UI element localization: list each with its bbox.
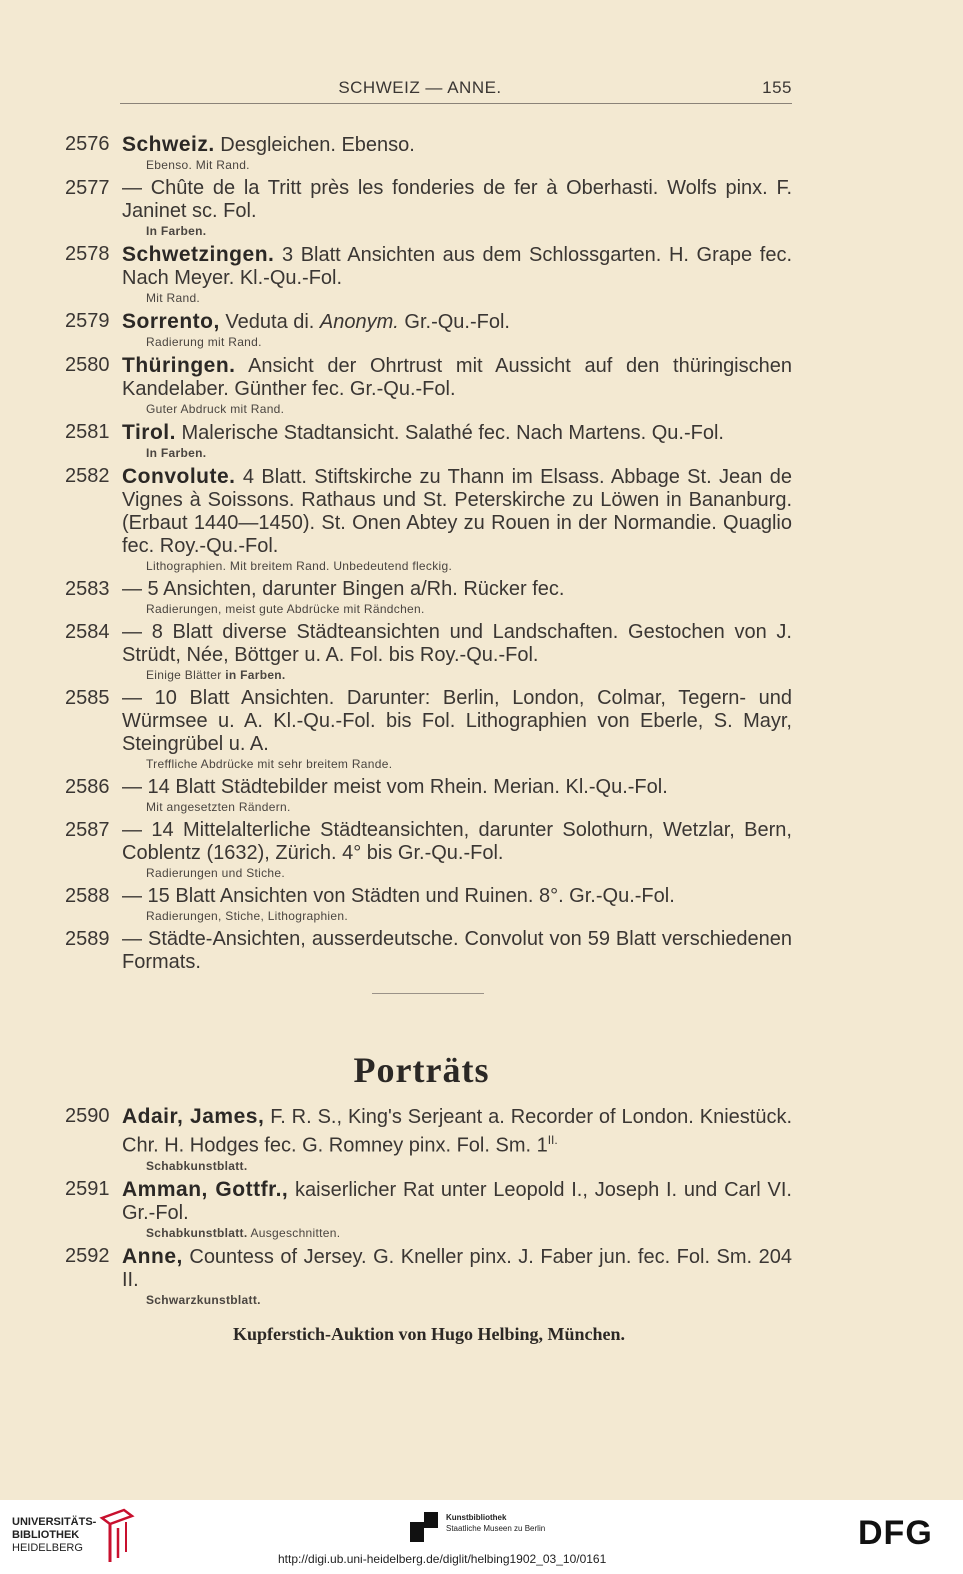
entry-note [146, 558, 963, 574]
auction-footer: Kupferstich-Auktion von Hugo Helbing, München. [232, 1324, 626, 1344]
entry-note [146, 799, 963, 815]
catalog-entry [0, 885, 963, 924]
entry-note [146, 1225, 963, 1241]
entry-note [146, 908, 963, 924]
entry-note [146, 1158, 963, 1174]
entry-note [146, 1292, 963, 1308]
lot-number: 2591 [65, 1177, 110, 1200]
entry-description: Ansicht der Ohrtrust mit Aussicht auf den thüringischen Kandelaber. Günther fec. Gr.-Qu.-Fol. [122, 355, 792, 400]
entry-text [122, 421, 792, 445]
lot-number: 2592 [65, 1244, 110, 1267]
entry-headword: Sorrento, [122, 310, 220, 333]
entry-note [146, 667, 963, 683]
library-name[interactable] [12, 1516, 96, 1555]
entry-note [146, 401, 963, 417]
entry-headword: Schweiz. [122, 133, 215, 156]
lot-number: 2582 [65, 465, 110, 487]
catalog-entry [0, 421, 963, 461]
note-technique: Schwarzkunstblatt. [146, 1292, 261, 1307]
header-rule [120, 103, 792, 104]
catalog-entry [0, 928, 963, 974]
catalog-entry [0, 465, 963, 574]
entry-description: — Städte-Ansichten, ausserdeutsche. Convolut von 59 Blatt verschiedenen Formats. [122, 928, 792, 973]
catalog-entry [0, 578, 963, 617]
note-text: Mit Rand. [146, 291, 201, 305]
entry-text [122, 243, 792, 290]
entry-text [122, 177, 792, 223]
entry-note [146, 290, 963, 306]
entry-text [122, 819, 792, 865]
catalog-entry [0, 621, 963, 683]
entry-headword: Thüringen. [122, 354, 236, 377]
entry-description: F. R. S., King's Serjeant a. Recorder of London. Kniestück. Chr. H. Hodges fec. G. Romney pinx. Fol. Sm. 1 [122, 1106, 792, 1157]
catalog-entry [0, 133, 963, 173]
lot-number: 2589 [65, 928, 110, 950]
lot-number: 2587 [65, 819, 110, 841]
entry-text [122, 928, 792, 974]
entry-note [146, 334, 963, 350]
lot-number: 2584 [65, 621, 110, 643]
entry-description: — 10 Blatt Ansichten. Darunter: Berlin, London, Colmar, Tegern- und Würmsee u. A. Kl.-Qu.-Fol. bis Fol. Lithographien von Eberle, S. Mayr, Steingrübel u. A. [122, 687, 792, 755]
entry-text [122, 133, 792, 157]
lot-number: 2585 [65, 687, 110, 709]
note-text: Guter Abdruck mit Rand. [146, 402, 285, 416]
entry-text [122, 310, 792, 334]
note-text: Radierung mit Rand. [146, 335, 262, 349]
section-title: Porträts [353, 1050, 490, 1090]
entry-text [122, 885, 792, 908]
entry-note [146, 445, 963, 461]
permalink-url[interactable]: http://digi.ub.uni-heidelberg.de/diglit/helbing1902_03_10/0161 [278, 1552, 607, 1566]
catalog-entry [0, 243, 963, 306]
catalog-entry [0, 354, 963, 417]
entry-note [146, 756, 963, 772]
catalog-entry [0, 776, 963, 815]
entry-headword: Tirol. [122, 421, 176, 444]
entry-description: 4 Blatt. Stiftskirche zu Thann im Elsass. Abbage St. Jean de Vignes à Soissons. Rathaus und St. Peterskirche zu Löwen in Bananburg. (Erbaut 1440—1450). St. Onen Abtey zu Rouen in der Normandie. Quaglio fec. Roy.-Qu.-Fol. [122, 466, 792, 557]
note-text: Radierungen und Stiche. [146, 866, 285, 880]
lot-number: 2581 [65, 421, 110, 443]
catalog-entry [0, 1105, 963, 1174]
portrait-entries [0, 1105, 963, 1312]
note-text: Mit angesetzten Rändern. [146, 800, 291, 814]
note-text: Radierungen, Stiche, Lithographien. [146, 909, 348, 923]
header-title: SCHWEIZ — ANNE. [338, 78, 502, 97]
entry-state: II. [547, 1133, 558, 1147]
entry-description: Countess of Jersey. G. Kneller pinx. J. Faber jun. fec. Fol. Sm. 204 II. [122, 1245, 792, 1291]
kb-line2: Staatliche Museen zu Berlin [446, 1524, 546, 1533]
entry-headword: Adair, James, [122, 1105, 265, 1128]
note-text: Radierungen, meist gute Abdrücke mit Rändchen. [146, 602, 425, 616]
note-text: Ausgeschnitten. [247, 1225, 341, 1240]
lot-number: 2576 [65, 133, 110, 155]
entry-text [122, 1245, 792, 1292]
note-emphasis: In Farben. [146, 446, 207, 460]
section-divider [372, 993, 484, 994]
entry-text [122, 354, 792, 401]
library-line1: UNIVERSITÄTS- [12, 1516, 97, 1528]
entry-description: Malerische Stadtansicht. Salathé fec. Nach Martens. Qu.-Fol. [175, 422, 724, 444]
catalog-entry [0, 1245, 963, 1308]
entry-text [122, 578, 792, 601]
catalog-entry [0, 687, 963, 772]
entry-headword: Schwetzingen. [122, 243, 275, 266]
kunstbibliothek-label [446, 1512, 545, 1534]
catalog-entry [0, 310, 963, 350]
entry-note [146, 223, 963, 239]
entry-headword: Anne, [122, 1244, 183, 1268]
entry-text [122, 776, 792, 799]
entry-note [146, 157, 963, 173]
catalog-entry [0, 177, 963, 239]
note-text: Ebenso. Mit Rand. [146, 158, 250, 172]
lot-number: 2586 [65, 776, 110, 798]
lot-number: 2577 [65, 177, 110, 199]
note-emphasis: In Farben. [146, 224, 207, 238]
note-text: Treffliche Abdrücke mit sehr breitem Rande. [146, 757, 393, 771]
lot-number: 2590 [65, 1105, 110, 1127]
entry-description: — 5 Ansichten, darunter Bingen a/Rh. Rücker fec. [122, 578, 565, 600]
entry-description: 3 Blatt Ansichten aus dem Schlossgarten. H. Grape fec. Nach Meyer. Kl.-Qu.-Fol. [122, 244, 792, 289]
digitization-bar [0, 1500, 963, 1574]
entry-description: — 8 Blatt diverse Städteansichten und Landschaften. Gestochen von J. Strüdt, Née, Böttger u. A. Fol. bis Roy.-Qu.-Fol. [122, 621, 792, 666]
lot-number: 2588 [65, 885, 110, 907]
entry-text [122, 687, 792, 756]
lot-number: 2583 [65, 578, 110, 600]
entry-description: kaiserlicher Rat unter Leopold I., Joseph I. und Carl VI. Gr.-Fol. [122, 1178, 792, 1224]
catalog-entries [0, 133, 963, 978]
library-logo-icon [96, 1508, 136, 1564]
entry-description: — 15 Blatt Ansichten von Städten und Ruinen. 8°. Gr.-Qu.-Fol. [122, 885, 675, 907]
entry-description: — 14 Mittelalterliche Städteansichten, darunter Solothurn, Wetzlar, Bern, Coblentz (1632), Zürich. 4° bis Gr.-Qu.-Fol. [122, 819, 792, 864]
dfg-logo: DFG [858, 1514, 933, 1552]
entry-description: Desgleichen. Ebenso. [214, 134, 415, 156]
entry-description: — 14 Blatt Städtebilder meist vom Rhein. Merian. Kl.-Qu.-Fol. [122, 776, 668, 798]
note-text: Einige Blätter [146, 668, 226, 682]
note-technique: Schabkunstblatt. [146, 1225, 248, 1240]
entry-text [122, 1178, 792, 1225]
entry-artist: Anonym. [319, 311, 399, 333]
kunstbibliothek-logo-icon [410, 1512, 440, 1542]
page-number: 155 [762, 78, 792, 97]
catalog-entry [0, 819, 963, 881]
note-technique: Schabkunstblatt. [146, 1158, 248, 1173]
note-emphasis: in Farben. [225, 668, 286, 682]
entry-note [146, 601, 963, 617]
entry-format: Gr.-Qu.-Fol. [398, 311, 510, 333]
entry-description: — Chûte de la Tritt près les fonderies de fer à Oberhasti. Wolfs pinx. F. Janinet sc. Fol. [122, 177, 792, 222]
entry-headword: Amman, Gottfr., [122, 1177, 289, 1201]
entry-description: Veduta di. [219, 311, 320, 333]
lot-number: 2580 [65, 354, 110, 376]
lot-number: 2579 [65, 310, 110, 332]
library-line3: HEIDELBERG [12, 1542, 83, 1554]
library-line2: BIBLIOTHEK [12, 1529, 80, 1541]
catalog-entry [0, 1178, 963, 1241]
entry-text [122, 1105, 792, 1158]
entry-text [122, 465, 792, 558]
kb-line1: Kunstbibliothek [446, 1513, 507, 1522]
entry-note [146, 865, 963, 881]
lot-number: 2578 [65, 243, 110, 265]
note-text: Lithographien. Mit breitem Rand. Unbedeutend fleckig. [146, 559, 453, 573]
entry-headword: Convolute. [122, 465, 236, 488]
entry-text [122, 621, 792, 667]
